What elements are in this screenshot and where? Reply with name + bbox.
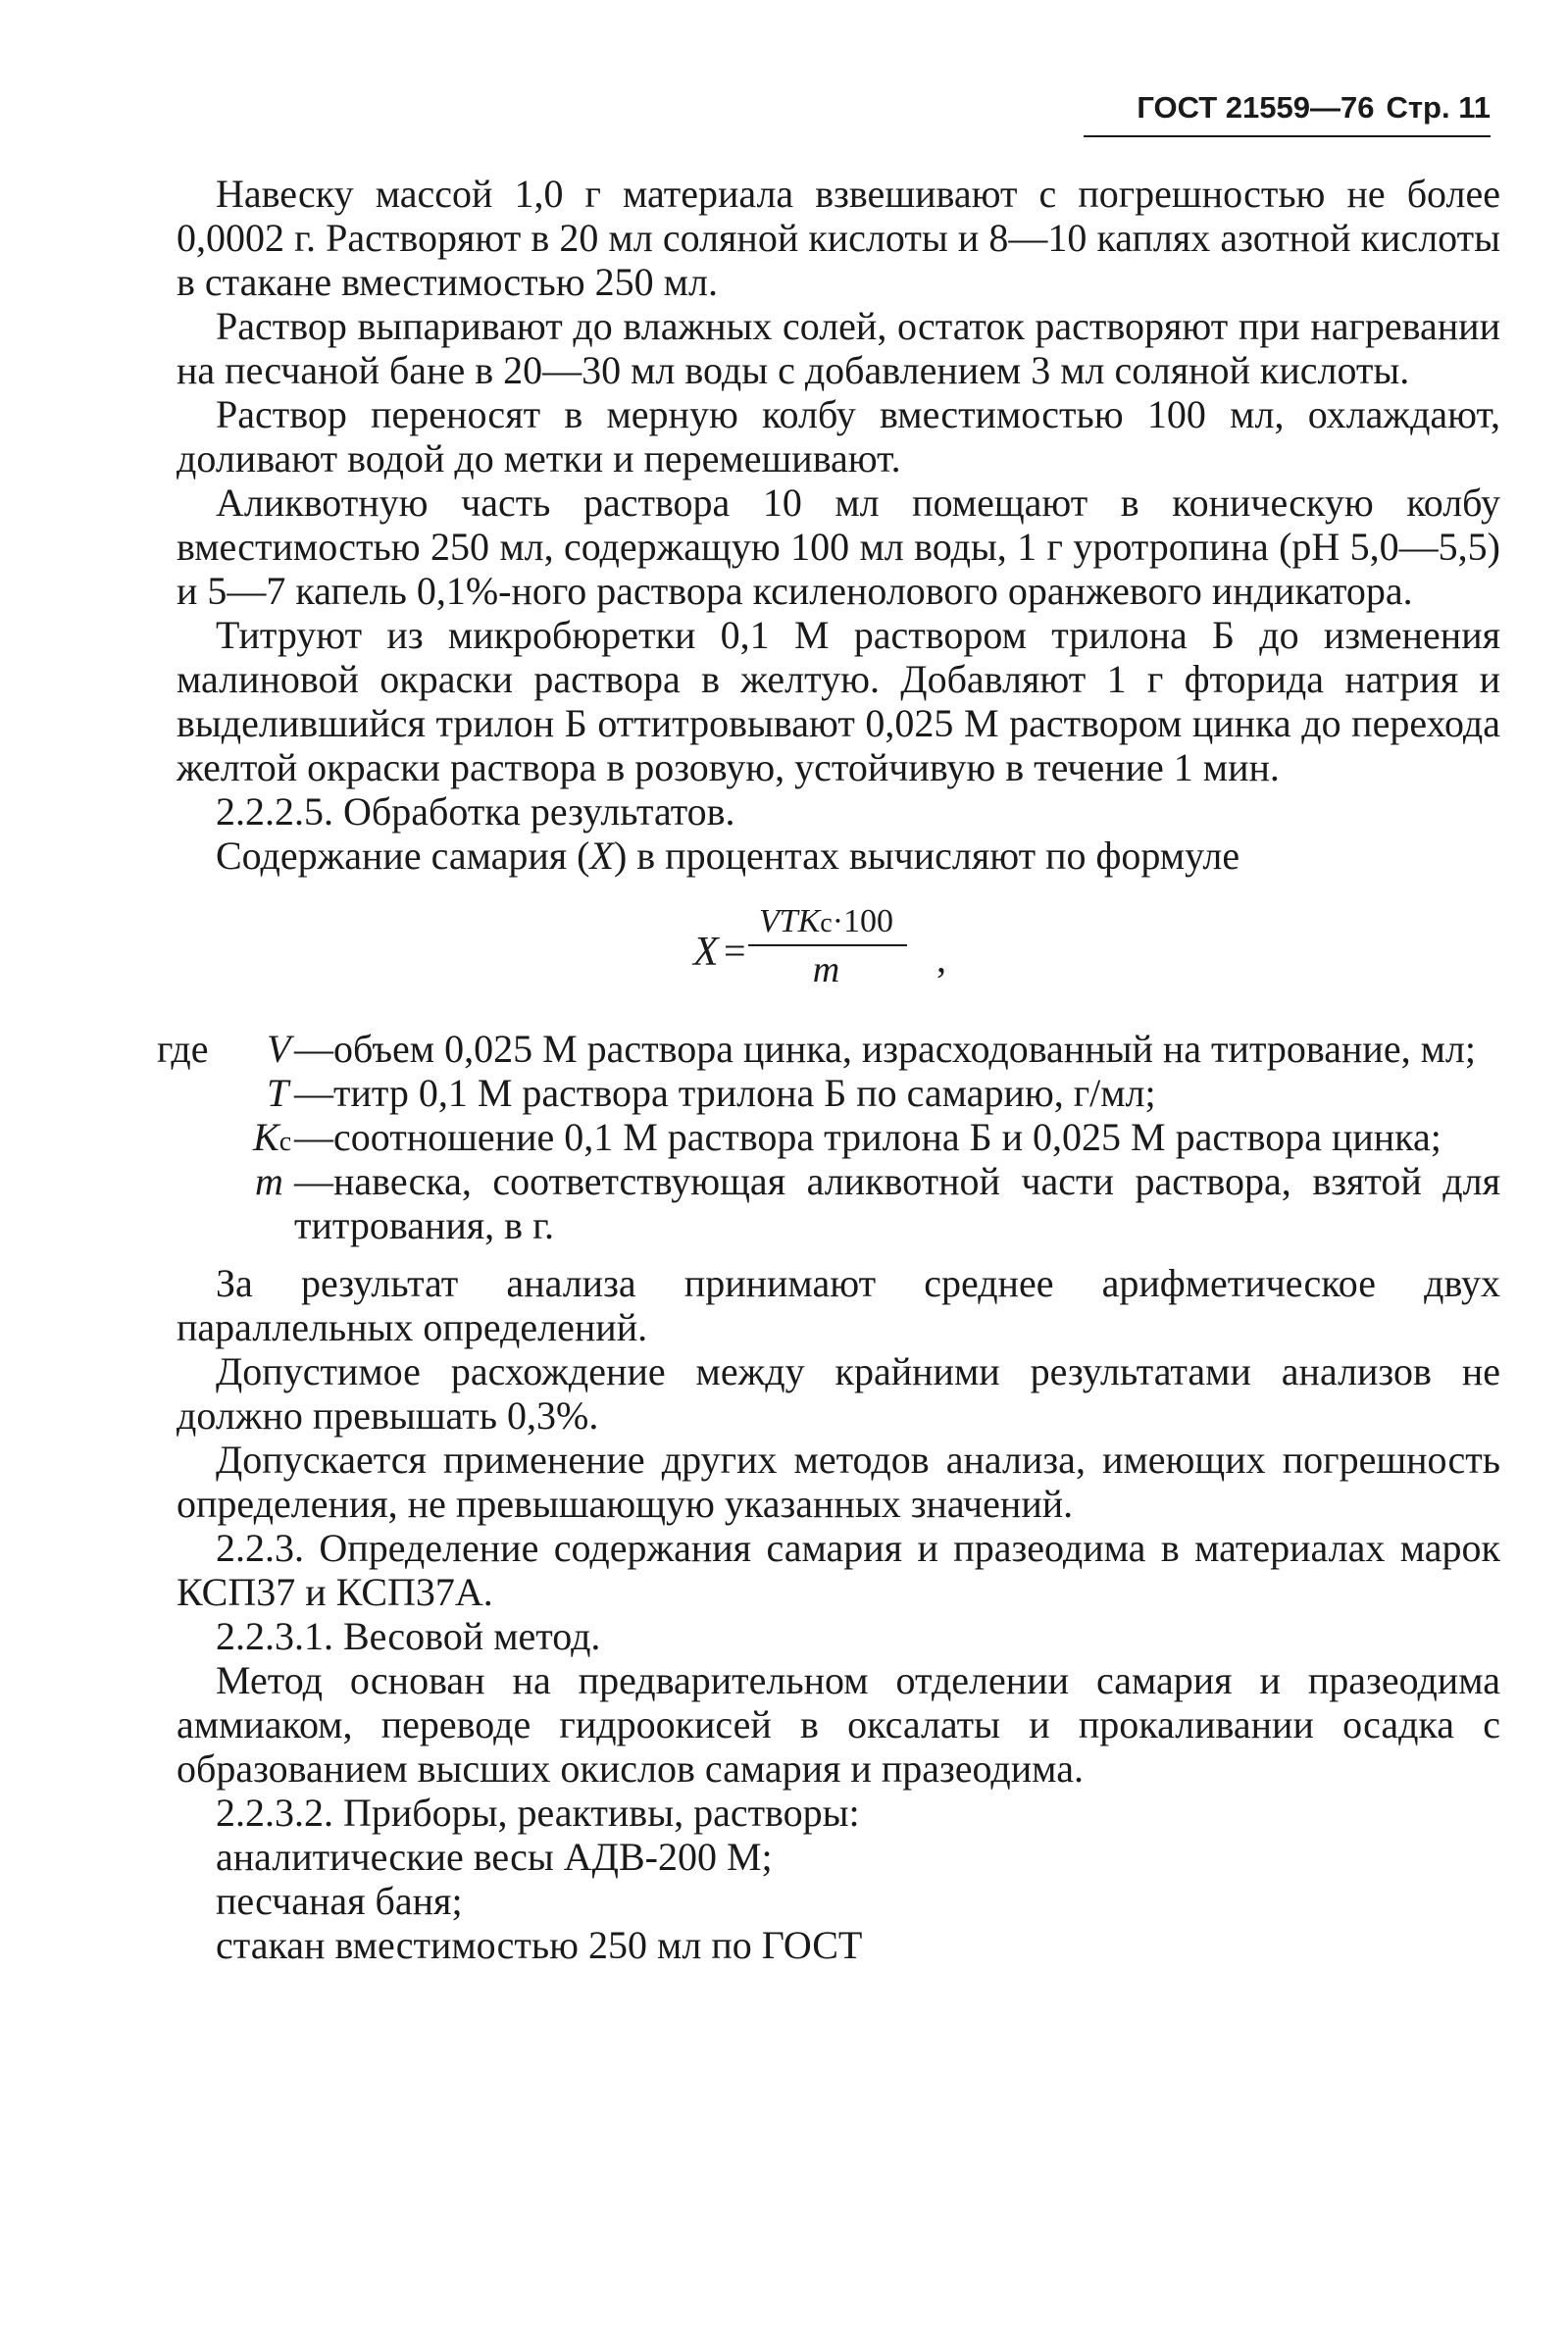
where-label: где bbox=[157, 1027, 209, 1071]
page-header bbox=[1079, 90, 1491, 126]
formula-numerator: VTKc·100 bbox=[758, 903, 894, 939]
paragraph-transfer: Раствор переносят в мерную колбу вместимостью 100 мл, охлаждают, доливают водой до метки и перемешивают. bbox=[177, 392, 1500, 480]
definition-v-text: —объем 0,025 М раствора цинка, израсходованный на титрование, мл; bbox=[294, 1027, 1476, 1071]
formula-equals: = bbox=[724, 929, 746, 973]
definition-kc bbox=[177, 1115, 1500, 1159]
paragraph-titration: Титруют из микробюретки 0,1 М раствором трилона Б до изменения малиновой окраски раствора в желтую. Добавляют 1 г фторида натрия и выделившийся трилон Б оттитровывают 0,025 М раствором цинка до перехода желтой окраски раствора в розовую, устойчивую в течение 1 мин. bbox=[177, 613, 1500, 789]
formula-comma: , bbox=[936, 936, 946, 981]
symbol-kc: Kc bbox=[253, 1115, 292, 1159]
paragraph-weighing: Навеску массой 1,0 г материала взвешивают с погрешностью не более 0,0002 г. Растворяют в 20 мл соляной кислоты и 8—10 каплях азотной кислоты в стакане вместимостью 250 мл. bbox=[177, 172, 1500, 304]
list-item-beaker: стакан вместимостью 250 мл по ГОСТ bbox=[216, 1923, 863, 1967]
paragraph-tolerance: Допустимое расхождение между крайними результатами анализов не должно превышать 0,3%. bbox=[177, 1349, 1500, 1438]
section-heading-2-2-3-1: 2.2.3.1. Весовой метод. bbox=[216, 1614, 601, 1658]
paragraph-evaporation: Раствор выпаривают до влажных солей, остаток растворяют при нагревании на песчаной бане в 20—30 мл воды с добавлением 3 мл соляной кислоты. bbox=[177, 304, 1500, 392]
fraction-bar bbox=[748, 944, 907, 946]
paragraph-result: За результат анализа принимают среднее арифметическое двух параллельных определений. bbox=[177, 1261, 1500, 1349]
definition-kc-text: —соотношение 0,1 М раствора трилона Б и 0,025 М раствора цинка; bbox=[294, 1115, 1442, 1159]
definition-v bbox=[157, 1027, 1500, 1071]
section-heading-2-2-3: 2.2.3. Определение содержания самария и празеодима в материалах марок КСП37 и КСП37А. bbox=[177, 1526, 1500, 1614]
standard-number: ГОСТ 21559—76 bbox=[1137, 90, 1375, 125]
definition-m-text: —навеска, соответствующая аликвотной части раствора, взятой для титрования, в г. bbox=[294, 1159, 1500, 1247]
definition-t-text: —титр 0,1 М раствора трилона Б по самарию, г/мл; bbox=[294, 1071, 1156, 1115]
symbol-m: m bbox=[255, 1159, 283, 1203]
definition-m bbox=[177, 1159, 1500, 1247]
list-item-sand-bath: песчаная баня; bbox=[216, 1879, 463, 1923]
paragraph-method-basis: Метод основан на предварительном отделении самария и празеодима аммиаком, переводе гидроокисей в оксалаты и прокаливании осадка с образованием высших окислов самария и празеодима. bbox=[177, 1658, 1500, 1791]
symbol-t: T bbox=[267, 1071, 289, 1115]
symbol-v: V bbox=[267, 1027, 291, 1071]
formula-denominator: m bbox=[812, 949, 840, 990]
header-rule bbox=[1084, 135, 1491, 137]
list-item-balance: аналитические весы АДВ-200 М; bbox=[216, 1835, 773, 1879]
section-heading-2-2-2-5: 2.2.2.5. Обработка результатов. bbox=[216, 789, 735, 834]
paragraph-formula-intro: Содержание самария (X) в процентах вычисляют по формуле bbox=[216, 834, 1240, 878]
section-heading-2-2-3-2: 2.2.3.2. Приборы, реактивы, растворы: bbox=[216, 1791, 860, 1835]
page-number: Стр. 11 bbox=[1386, 90, 1491, 125]
formula-lhs: X bbox=[693, 930, 719, 975]
paragraph-aliquot: Аликвотную часть раствора 10 мл помещают в коническую колбу вместимостью 250 мл, содержащую 100 мл воды, 1 г уротропина (рН 5,0—5,5) и 5—7 капель 0,1%-ного раствора ксиленолового оранжевого индикатора. bbox=[177, 480, 1500, 613]
document-body bbox=[157, 172, 1500, 1967]
formula-block bbox=[177, 899, 1500, 1015]
paragraph-other-methods: Допускается применение других методов анализа, имеющих погрешность определения, не превышающую указанных значений. bbox=[177, 1438, 1500, 1526]
definition-t bbox=[177, 1071, 1500, 1115]
